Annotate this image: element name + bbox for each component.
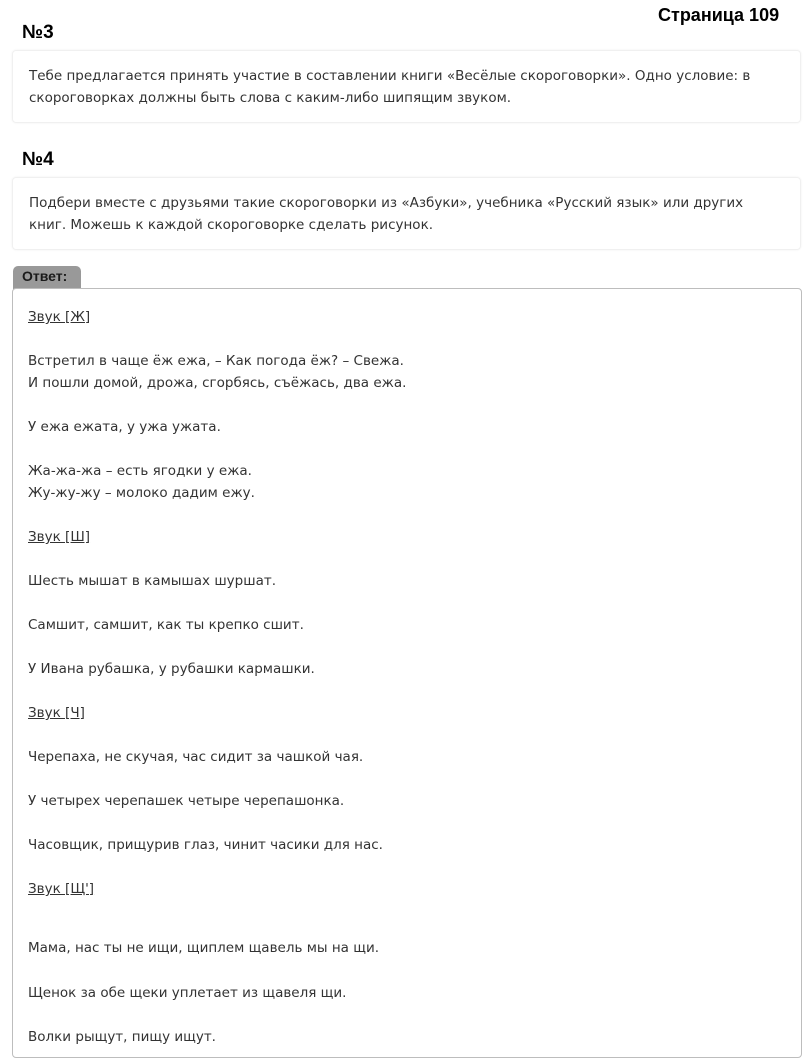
answer-line: Встретил в чаще ёж ежа, – Как погода ёж? – Свежа. xyxy=(28,353,404,369)
task-4-card xyxy=(12,177,801,250)
task-4-text: Подбери вместе с друзьями такие скороговорки из «Азбуки», учебника «Русский язык» или других книг. Можешь к каждой скороговорке сделать рисунок. xyxy=(29,195,744,233)
answer-tab: Ответ: xyxy=(13,266,81,289)
answer-line: Черепаха, не скучая, час сидит за чашкой чая. xyxy=(28,749,364,765)
sound-shch-heading: Звук [Щ'] xyxy=(28,881,95,897)
task-3-text: Тебе предлагается принять участие в составлении книги «Весёлые скороговорки». Одно условие: в скороговорках должны быть слова с каким-либо шипящим звуком. xyxy=(29,68,751,106)
answer-box xyxy=(12,288,802,1058)
sound-ch-heading: Звук [Ч] xyxy=(28,705,85,721)
page-number: Страница 109 xyxy=(658,5,780,25)
task-3-title: №3 xyxy=(22,22,54,43)
answer-line: У четырех черепашек четыре черепашонка. xyxy=(28,793,345,809)
answer-line: Жу-жу-жу – молоко дадим ежу. xyxy=(28,485,255,501)
sound-zh-heading: Звук [Ж] xyxy=(28,309,91,325)
task-3-card xyxy=(12,50,801,123)
answer-line: Мама, нас ты не ищи, щиплем щавель мы на щи. xyxy=(28,940,380,956)
answer-line: У Ивана рубашка, у рубашки кармашки. xyxy=(28,661,315,677)
answer-line: Жа-жа-жа – есть ягодки у ежа. xyxy=(28,463,252,479)
task-4-title: №4 xyxy=(22,149,54,170)
answer-line: Щенок за обе щеки уплетает из щавеля щи. xyxy=(28,985,347,1001)
sound-sh-heading: Звук [Ш] xyxy=(28,529,91,545)
answer-line: Самшит, самшит, как ты крепко сшит. xyxy=(28,617,304,633)
answer-line: И пошли домой, дрожа, сгорбясь, съёжась, два ежа. xyxy=(28,375,407,391)
answer-line: Шесть мышат в камышах шуршат. xyxy=(28,573,277,589)
answer-line: У ежа ежата, у ужа ужата. xyxy=(28,419,221,435)
answer-line: Часовщик, прищурив глаз, чинит часики для нас. xyxy=(28,837,383,853)
answer-line: Волки рыщут, пищу ищут. xyxy=(28,1029,216,1045)
